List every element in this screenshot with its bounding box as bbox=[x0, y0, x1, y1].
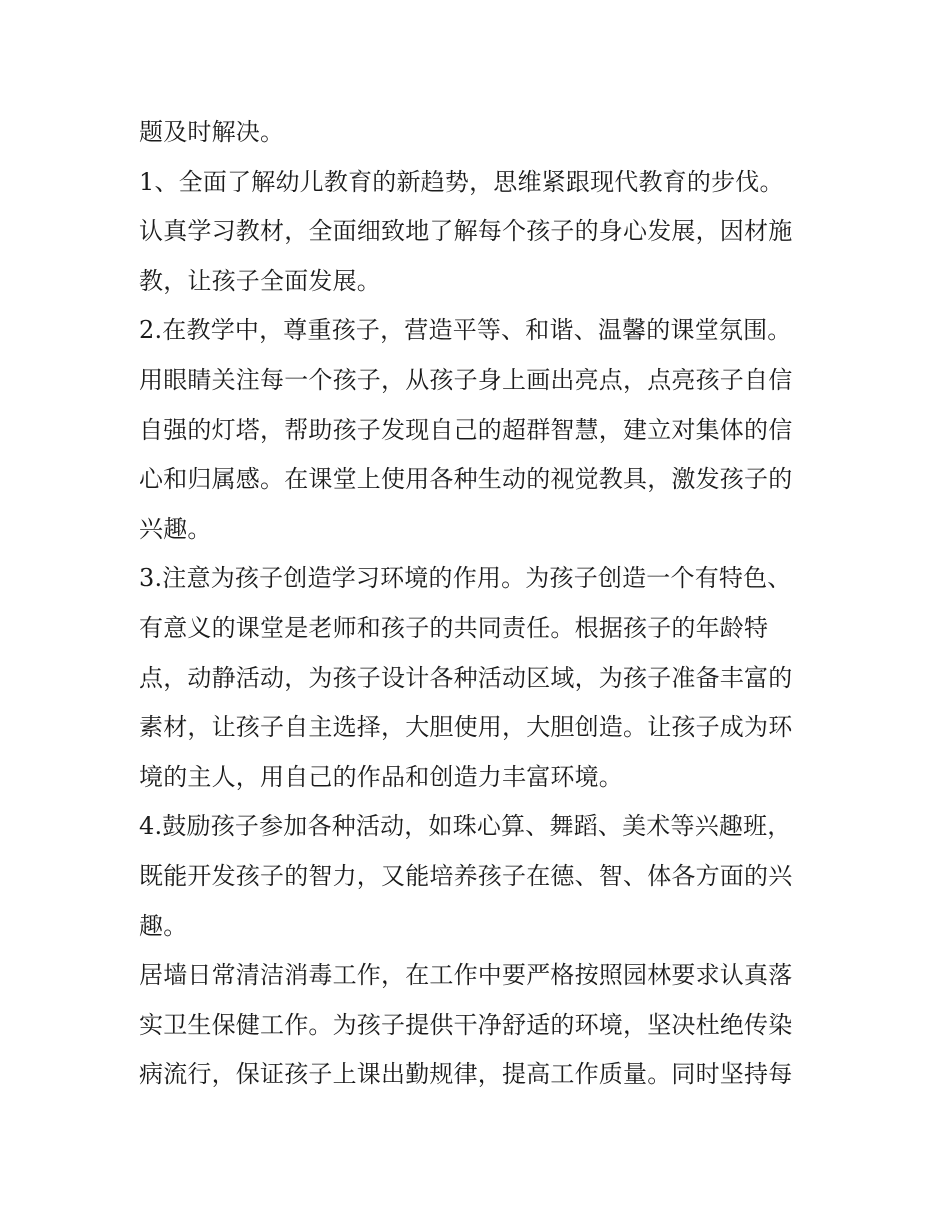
text-line: 居墙日常清洁消毒工作，在工作中要严格按照园林要求认真落 bbox=[139, 961, 793, 990]
text-line: 有意义的课堂是老师和孩子的共同责任。根据孩子的年龄特 bbox=[139, 613, 769, 642]
text-line: 点，动静活动，为孩子设计各种活动区域，为孩子准备丰富的 bbox=[139, 663, 793, 692]
text-line: 既能开发孩子的智力，又能培养孩子在德、智、体各方面的兴 bbox=[139, 861, 793, 890]
text-line: 用眼睛关注每一个孩子，从孩子身上画出亮点，点亮孩子自信 bbox=[139, 365, 793, 394]
text-line: 自强的灯塔，帮助孩子发现自己的超群智慧，建立对集体的信 bbox=[139, 415, 793, 444]
text-line: 实卫生保健工作。为孩子提供干净舒适的环境，坚决杜绝传染 bbox=[139, 1010, 793, 1039]
text-line: 4.鼓励孩子参加各种活动，如珠心算、舞蹈、美术等兴趣班， bbox=[139, 812, 792, 841]
text-line: 教，让孩子全面发展。 bbox=[139, 266, 381, 295]
text-line: 1、全面了解幼儿教育的新趋势，思维紧跟现代教育的步伐。 bbox=[139, 167, 784, 196]
text-line: 心和归属感。在课堂上使用各种生动的视觉教具，激发孩子的 bbox=[139, 465, 793, 494]
text-line: 认真学习教材，全面细致地了解每个孩子的身心发展，因材施 bbox=[139, 217, 793, 246]
text-line: 病流行，保证孩子上课出勤规律，提高工作质量。同时坚持每 bbox=[139, 1060, 793, 1089]
text-line: 2.在教学中，尊重孩子，营造平等、和谐、温馨的课堂氛围。 bbox=[139, 316, 792, 345]
text-line: 兴趣。 bbox=[139, 514, 212, 543]
text-line: 素材，让孩子自主选择，大胆使用，大胆创造。让孩子成为环 bbox=[139, 713, 793, 742]
text-line: 题及时解决。 bbox=[139, 118, 285, 146]
text-line: 境的主人，用自己的作品和创造力丰富环境。 bbox=[139, 762, 623, 791]
text-line: 趣。 bbox=[139, 911, 188, 940]
text-line: 3.注意为孩子创造学习环境的作用。为孩子创造一个有特色、 bbox=[139, 564, 792, 593]
document-body bbox=[139, 108, 815, 1100]
